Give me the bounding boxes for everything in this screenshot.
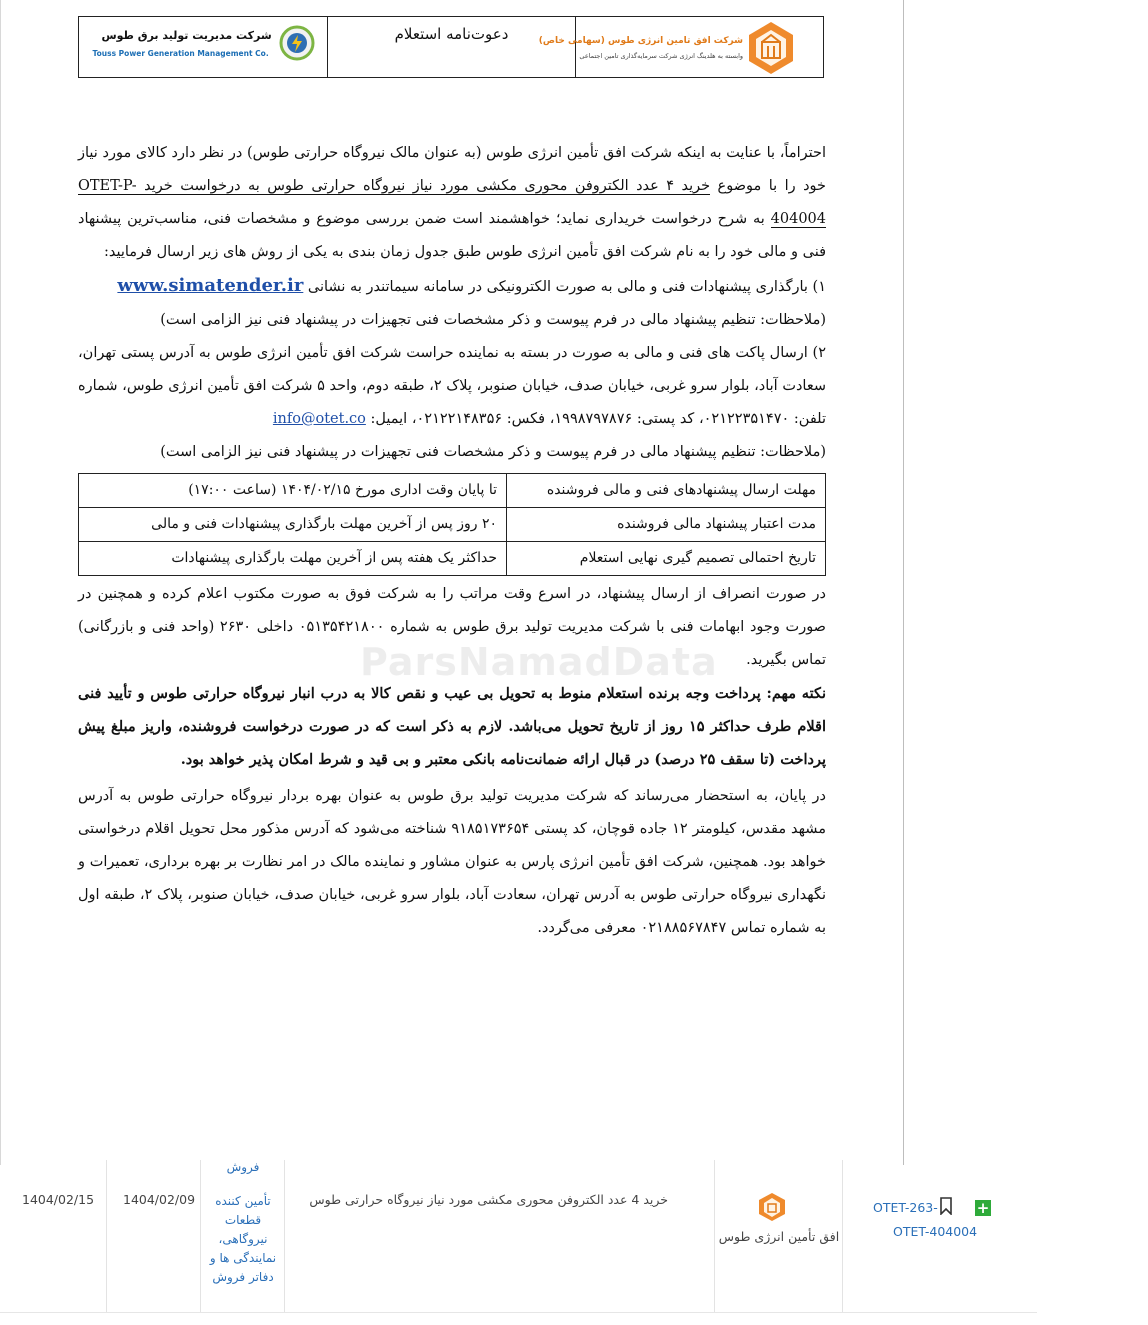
final-paragraph: در پایان، به استحضار می‌رساند که شرکت مدیریت تولید برق طوس به عنوان بهره بردار نیروگاه حرارتی طوس به آدرس مشهد مقدس، کیلومتر ۱۲ جاده قوچان، کد پستی ۹۱۸۵۱۷۳۶۵۴ شناخته می‌شود که آدرس مذکور محل تحویل اقلام درخواستی خواهد بود. همچنین، شرکت افق تأمین انرژی پارس به عنوان مشاور و نماینده مالک در امر نظارت بر بهره برداری، تعمیرات و نگهداری نیروگاه حرارتی طوس به آدرس تهران، سعادت آباد، بلوار سرو غربی، خیابان صدف، خیابان صنوبر، پلاک ۲، طبقه اول به شماره تماس ۰۲۱۸۸۵۶۷۸۴۷ معرفی می‌گردد. <box>78 788 827 936</box>
method-2-text: ۲) ارسال پاکت های فنی و مالی به صورت در بسته به نماینده حراست شرکت افق تأمین انرژی طوس به آدرس پستی تهران، سعادت آباد، بلوار سرو غربی، خیابان صدف، خیابان صنوبر، پلاک ۲، طبقه دوم، واحد ۵ شرکت افق تأمین انرژی طوس، شماره تلفن: ۰۲۱۲۲۳۵۱۴۷۰، کد پستی: ۱۹۹۸۷۹۷۸۷۶، فکس: ۰۲۱۲۲۱۴۸۳۵۶، ایمیل: <box>78 345 826 427</box>
intro-text-b: به شرح درخواست خریداری نماید؛ خواهشمند است ضمن بررسی موضوع و مشخصات فنی، مناسب‌ترین پیشنهاد فنی و مالی خود را به نام شرکت افق تأمین انرژی طوس طبق جدول زمان بندی به یکی از روش های زیر ارسال فرمایید: <box>78 211 826 260</box>
schedule-row <box>79 474 826 508</box>
schedule-value: تا پایان وقت اداری مورخ ۱۴۰۴/۰۲/۱۵ (ساعت ۱۷:۰۰) <box>79 474 507 508</box>
intro-paragraph <box>78 137 826 269</box>
tender-id-line-1[interactable]: OTET-263- <box>873 1200 938 1215</box>
bookmark-icon[interactable] <box>939 1197 953 1215</box>
ofogh-company-name: شرکت افق تامین انرژی طوس (سهامی خاص) <box>538 36 744 46</box>
schedule-label: مدت اعتبار پیشنهاد مالی فروشنده <box>507 508 826 542</box>
schedule-row <box>79 508 826 542</box>
title-cell <box>284 1160 714 1312</box>
watermark: ParsNamadData <box>360 640 718 684</box>
withdraw-paragraph: در صورت انصراف از ارسال پیشنهاد، در اسرع وقت مراتب را به شرکت فوق به صورت مکتوب اعلام کرده و همچنین در صورت وجود ابهامات فنی با شرکت مدیریت تولید برق طوس به شماره ۰۵۱۳۵۴۲۱۸۰۰ داخلی ۲۶۳۰ (واحد فنی و بازرگانی) تماس بگیرید. <box>78 586 826 668</box>
schedule-table <box>78 473 826 576</box>
simatender-link[interactable]: www.simatender.ir <box>117 275 304 296</box>
deadline-date: 1404/02/15 <box>22 1192 95 1207</box>
tous-logo-icon <box>279 25 315 61</box>
tender-listing-row[interactable] <box>0 1160 1037 1313</box>
method-1 <box>78 269 826 304</box>
tender-title[interactable]: خرید 4 عدد الکتروفن محوری مکشی مورد نیاز نیروگاه حرارتی طوس <box>309 1192 668 1207</box>
tender-id-cell <box>842 1160 1037 1312</box>
organization-name[interactable]: افق تأمین انرژی طوس <box>718 1229 840 1244</box>
tous-company-name-en: Touss Power Generation Management Co. <box>92 49 269 58</box>
frame-border-right <box>903 0 904 1165</box>
method-2-note: (ملاحظات: تنظیم پیشنهاد مالی در فرم پیوست و ذکر مشخصات فنی تجهیزات در پیشنهاد فنی نیز الزامی است) <box>160 444 826 460</box>
ofogh-logo-icon <box>747 20 795 76</box>
schedule-value: ۲۰ روز پس از آخرین مهلت بارگذاری پیشنهادات فنی و مالی <box>79 508 507 542</box>
important-note: نکته مهم: پرداخت وجه برنده استعلام منوط به تحویل بی عیب و نقص کالا به درب انبار نیروگاه حرارتی طوس و تأیید فنی اقلام طرف حداکثر ۱۵ روز از تاریخ تحویل می‌باشد. لازم به ذکر است که در صورت درخواست فروشنده، واریز مبلغ پیش پرداخت (تا سقف ۲۵ درصد) در قبال ارائه ضمانت‌نامه بانکی معتبر و بی قید و شرط امکان پذیر خواهد بود. <box>78 685 826 768</box>
tous-company-name: شرکت مدیریت تولید برق طوس <box>101 29 272 42</box>
schedule-label: مهلت ارسال پیشنهادهای فنی و مالی فروشنده <box>507 474 826 508</box>
deadline-date-cell <box>0 1160 106 1312</box>
email-link[interactable]: info@otet.co <box>272 411 366 427</box>
letterhead <box>78 16 824 78</box>
method-1-note: (ملاحظات: تنظیم پیشنهاد مالی در فرم پیوست و ذکر مشخصات فنی تجهیزات در پیشنهاد فنی نیز الزامی است) <box>160 312 826 328</box>
frame-border-left <box>0 0 1 1165</box>
letter-title: دعوت‌نامه استعلام <box>394 25 509 43</box>
organization-cell <box>714 1160 842 1312</box>
publish-date: 1404/02/09 <box>123 1192 196 1207</box>
ofogh-company-subtitle: وابسته به هلدینگ انرژی شرکت سرمایه‌گذاری تامین اجتماعی <box>579 52 744 60</box>
letterhead-title-cell <box>328 17 577 77</box>
schedule-label: تاریخ احتمالی تصمیم گیری نهایی استعلام <box>507 542 826 576</box>
ofogh-logo-block <box>538 17 823 77</box>
category-cell <box>200 1160 284 1312</box>
intro-text-a: احتراماً، با عنایت به اینکه شرکت افق تأمین انرژی طوس (به عنوان مالک نیروگاه حرارتی طوس) در نظر دارد کالای مورد نیاز خود را با موضوع <box>78 145 826 194</box>
method-1-text: ۱) بارگذاری پیشنهادات فنی و مالی به صورت الکترونیکی در سامانه سیماتندر به نشانی <box>303 279 826 295</box>
org-logo-icon <box>757 1192 787 1222</box>
method-2 <box>78 337 826 436</box>
schedule-row <box>79 542 826 576</box>
tender-id-line-2[interactable]: OTET-404004 <box>893 1224 978 1239</box>
publish-date-cell <box>106 1160 200 1312</box>
tous-logo-block <box>79 17 328 77</box>
intro-subject: خرید ۴ عدد الکتروفن محوری مکشی مورد نیاز نیروگاه حرارتی طوس به درخواست خرید OTET-P-404004 <box>78 178 826 227</box>
prev-row-category-tail: فروش <box>226 1160 260 1174</box>
plus-icon[interactable]: + <box>976 1199 990 1217</box>
schedule-value: حداکثر یک هفته پس از آخرین مهلت بارگذاری پیشنهادات <box>79 542 507 576</box>
category-link[interactable]: تأمین کننده قطعات نیروگاهی، نمایندگی ها و دفاتر فروش <box>209 1194 277 1284</box>
letter-body <box>78 137 826 945</box>
